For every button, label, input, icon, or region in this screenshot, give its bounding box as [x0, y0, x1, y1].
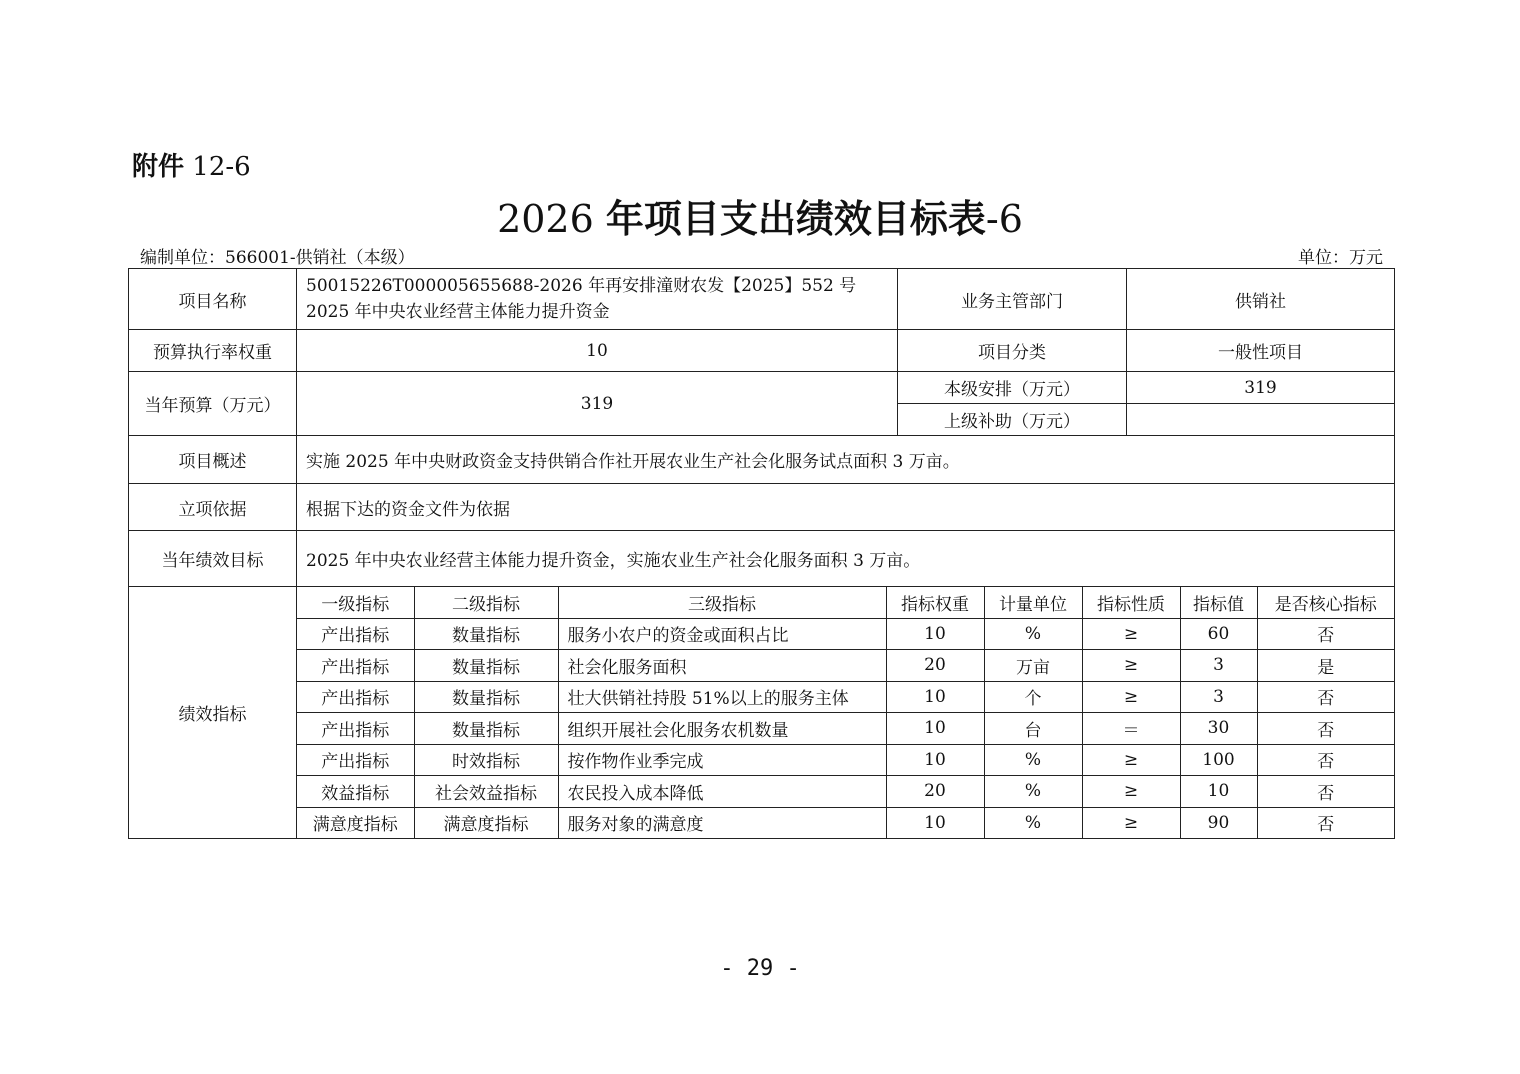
cell: 社会效益指标 [414, 776, 558, 808]
dept-label: 业务主管部门 [898, 269, 1127, 330]
cell: 10 [886, 744, 984, 776]
row-project-name [129, 269, 1395, 330]
header-cell: 指标性质 [1082, 587, 1180, 618]
cell: ≥ [1082, 650, 1180, 682]
title-text: 年项目支出绩效目标表 [605, 197, 986, 241]
cell: 否 [1257, 618, 1394, 650]
cell: 按作物作业季完成 [558, 744, 886, 776]
row-goal [129, 531, 1395, 587]
page-number: - 29 - [720, 956, 800, 981]
cell: 社会化服务面积 [558, 650, 886, 682]
indicator-header-row [297, 587, 1394, 618]
cell: % [984, 618, 1082, 650]
indicators-table [297, 587, 1394, 838]
cell: % [984, 807, 1082, 838]
cell: 产出指标 [297, 650, 414, 682]
cell: 10 [886, 681, 984, 713]
category-label: 项目分类 [898, 330, 1127, 372]
cell: % [984, 744, 1082, 776]
header-cell: 指标值 [1180, 587, 1257, 618]
header-cell: 是否核心指标 [1257, 587, 1394, 618]
cell: 农民投入成本降低 [558, 776, 886, 808]
weight-label: 预算执行率权重 [129, 330, 297, 372]
table-row [297, 807, 1394, 838]
cell: 万亩 [984, 650, 1082, 682]
budget-value: 319 [297, 372, 898, 436]
goal-label: 当年绩效目标 [129, 531, 297, 587]
title-suffix: -6 [985, 197, 1023, 241]
goal-value: 2025 年中央农业经营主体能力提升资金，实施农业生产社会化服务面积 3 万亩。 [297, 531, 1395, 587]
indicators-cell [297, 587, 1395, 839]
row-budget [129, 372, 1395, 404]
cell: 否 [1257, 776, 1394, 808]
attachment-number: 12-6 [192, 152, 251, 182]
cell: ≥ [1082, 776, 1180, 808]
basis-value: 根据下达的资金文件为依据 [297, 484, 1395, 531]
category-value: 一般性项目 [1127, 330, 1395, 372]
cell: 90 [1180, 807, 1257, 838]
cell: 数量指标 [414, 618, 558, 650]
upper-label: 上级补助（万元） [898, 404, 1127, 436]
cell: 壮大供销社持股 51%以上的服务主体 [558, 681, 886, 713]
basis-label: 立项依据 [129, 484, 297, 531]
performance-table [128, 268, 1395, 839]
project-name-label: 项目名称 [129, 269, 297, 330]
header-cell: 一级指标 [297, 587, 414, 618]
row-indicators [129, 587, 1395, 839]
cell: 否 [1257, 744, 1394, 776]
cell: 100 [1180, 744, 1257, 776]
row-overview [129, 436, 1395, 484]
header-cell: 指标权重 [886, 587, 984, 618]
row-basis [129, 484, 1395, 531]
header-cell: 三级指标 [558, 587, 886, 618]
table-row [297, 650, 1394, 682]
attachment-label [132, 146, 251, 183]
table-row [297, 713, 1394, 745]
cell: 30 [1180, 713, 1257, 745]
cell: 10 [886, 618, 984, 650]
cell: 10 [1180, 776, 1257, 808]
cell: 是 [1257, 650, 1394, 682]
table-row [297, 681, 1394, 713]
upper-value [1127, 404, 1395, 436]
dept-value: 供销社 [1127, 269, 1395, 330]
cell: 数量指标 [414, 650, 558, 682]
cell: 满意度指标 [297, 807, 414, 838]
cell: 产出指标 [297, 681, 414, 713]
header-cell: 计量单位 [984, 587, 1082, 618]
overview-label: 项目概述 [129, 436, 297, 484]
cell: 数量指标 [414, 713, 558, 745]
cell: 服务小农户的资金或面积占比 [558, 618, 886, 650]
table-row [297, 618, 1394, 650]
indicators-label: 绩效指标 [129, 587, 297, 839]
cell: ≥ [1082, 807, 1180, 838]
cell: 效益指标 [297, 776, 414, 808]
cell: % [984, 776, 1082, 808]
cell: 产出指标 [297, 618, 414, 650]
cell: 3 [1180, 650, 1257, 682]
local-label: 本级安排（万元） [898, 372, 1127, 404]
cell: 3 [1180, 681, 1257, 713]
cell: 满意度指标 [414, 807, 558, 838]
cell: 台 [984, 713, 1082, 745]
row-weight [129, 330, 1395, 372]
cell: 否 [1257, 681, 1394, 713]
budget-label: 当年预算（万元） [129, 372, 297, 436]
cell: 10 [886, 807, 984, 838]
overview-value: 实施 2025 年中央财政资金支持供销合作社开展农业生产社会化服务试点面积 3 万亩。 [297, 436, 1395, 484]
cell: 产出指标 [297, 744, 414, 776]
cell: ≥ [1082, 744, 1180, 776]
cell: 10 [886, 713, 984, 745]
local-value: 319 [1127, 372, 1395, 404]
cell: 20 [886, 776, 984, 808]
cell: 时效指标 [414, 744, 558, 776]
cell: 20 [886, 650, 984, 682]
weight-value: 10 [297, 330, 898, 372]
cell: 60 [1180, 618, 1257, 650]
header-cell: 二级指标 [414, 587, 558, 618]
cell: 产出指标 [297, 713, 414, 745]
cell: 服务对象的满意度 [558, 807, 886, 838]
page-title [0, 188, 1520, 243]
project-name-value: 50015226T000005655688-2026 年再安排潼财农发【2025】552 号 2025 年中央农业经营主体能力提升资金 [297, 269, 898, 330]
attachment-word: 附件 [132, 152, 185, 182]
cell: 个 [984, 681, 1082, 713]
cell: 组织开展社会化服务农机数量 [558, 713, 886, 745]
cell: ＝ [1082, 713, 1180, 745]
cell: ≥ [1082, 681, 1180, 713]
table-row [297, 744, 1394, 776]
cell: 否 [1257, 807, 1394, 838]
cell: 数量指标 [414, 681, 558, 713]
unit-label: 单位：万元 [1298, 248, 1383, 268]
cell: ≥ [1082, 618, 1180, 650]
org-label: 编制单位：566001-供销社（本级） [140, 248, 415, 268]
table-row [297, 776, 1394, 808]
cell: 否 [1257, 713, 1394, 745]
title-year: 2026 [497, 197, 594, 241]
